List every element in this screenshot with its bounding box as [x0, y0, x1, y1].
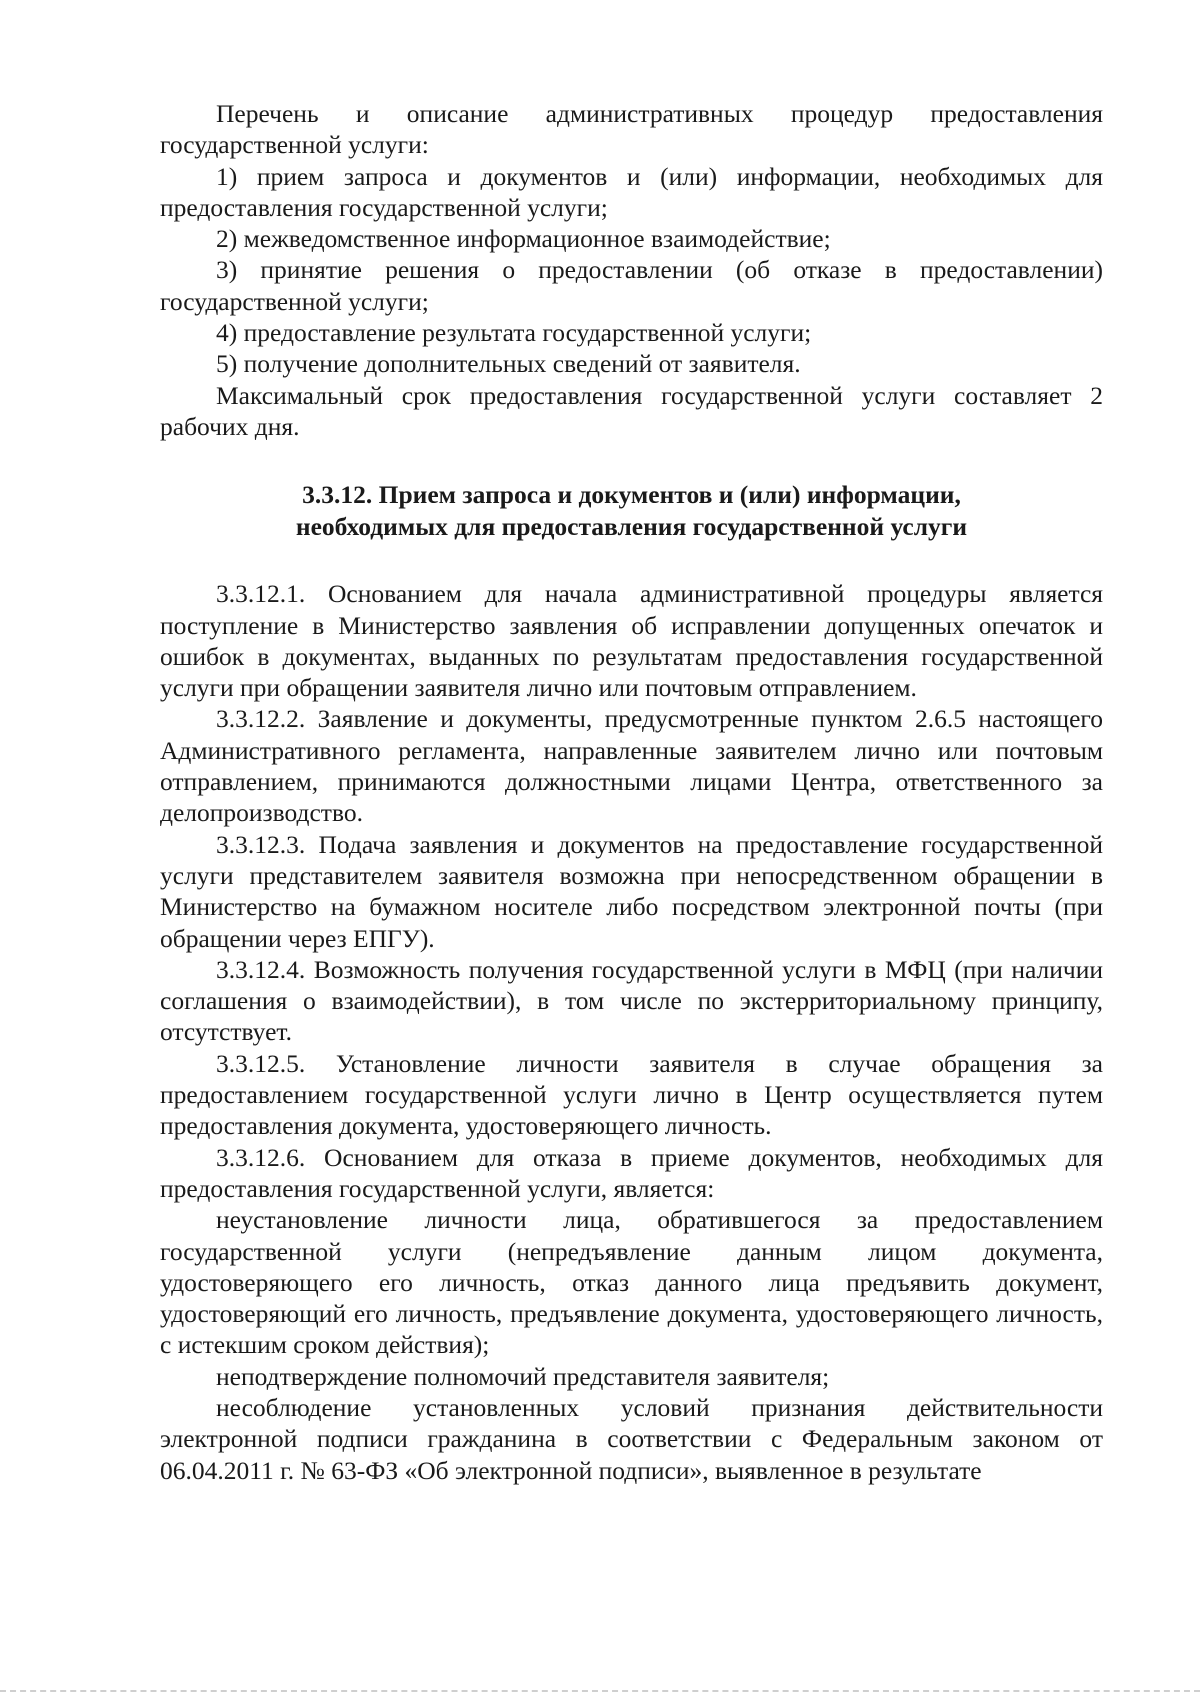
scan-edge-divider: [0, 1690, 1200, 1694]
section-body: [160, 578, 1103, 1486]
clause-3-3-12-4: 3.3.12.4. Возможность получения государственной услуги в МФЦ (при наличии соглашения о взаимодействии), в том числе по экстерриториальному принципу, отсутствует.: [160, 954, 1103, 1047]
clause-3-3-12-1: 3.3.12.1. Основанием для начала административной процедуры является поступление в Министерство заявления об исправлении допущенных опечаток и ошибок в документах, выданных по результатам предоставления государственной услуги при обращении заявителя лично или почтовым отправлением.: [160, 579, 1103, 703]
procedure-list-item: 2) межведомственное информационное взаимодействие;: [216, 224, 831, 254]
section-heading-line: необходимых для предоставления государственной услуги: [295, 512, 968, 542]
document-page: [160, 98, 1103, 1486]
clause-3-3-12-6: 3.3.12.6. Основанием для отказа в приеме документов, необходимых для предоставления государственной услуги, является:: [160, 1142, 1103, 1203]
clause-3-3-12-5: 3.3.12.5. Установление личности заявителя в случае обращения за предоставлением государственной услуги лично в Центр осуществляется путем предоставления документа, удостоверяющего личность.: [160, 1048, 1103, 1141]
procedure-list-item: 5) получение дополнительных сведений от заявителя.: [216, 349, 801, 379]
intro-paragraph: Перечень и описание административных процедур предоставления государственной услуги:: [160, 99, 1103, 160]
clause-3-3-12-3: 3.3.12.3. Подача заявления и документов на предоставление государственной услуги представителем заявителя возможна при непосредственном обращении в Министерство на бумажном носителе либо посредством электронной почты (при обращении через ЕПГУ).: [160, 829, 1103, 953]
refusal-ground-item: неподтверждение полномочий представителя заявителя;: [216, 1361, 830, 1391]
clause-3-3-12-2: 3.3.12.2. Заявление и документы, предусмотренные пунктом 2.6.5 настоящего Административного регламента, направленные заявителем лично или почтовым отправлением, принимаются должностными лицами Центра, ответственного за делопроизводство.: [160, 704, 1103, 828]
max-term-paragraph: Максимальный срок предоставления государственной услуги составляет 2 рабочих дня.: [160, 380, 1103, 441]
procedure-list-item: 1) прием запроса и документов и (или) информации, необходимых для предоставления государственной услуги;: [160, 161, 1103, 222]
section-heading: [160, 479, 1103, 543]
refusal-ground-item: несоблюдение установленных условий признания действительности электронной подписи гражданина в соответствии с Федеральным законом от 06.04.2011 г. № 63-ФЗ «Об электронной подписи», выявленное в результате: [160, 1392, 1103, 1485]
procedure-list-item: 3) принятие решения о предоставлении (об отказе в предоставлении) государственной услуги;: [160, 255, 1103, 316]
section-heading-line: 3.3.12. Прием запроса и документов и (или) информации,: [302, 480, 961, 510]
procedure-list-item: 4) предоставление результата государственной услуги;: [216, 318, 812, 348]
refusal-ground-item: неустановление личности лица, обратившегося за предоставлением государственной услуги (непредъявление данным лицом документа, удостоверяющего его личность, отказ данного лица предъявить документ, удостоверяющий его личность, предъявление документа, удостоверяющего личность, с истекшим сроком действия);: [160, 1205, 1103, 1360]
intro-block: [160, 98, 1103, 442]
